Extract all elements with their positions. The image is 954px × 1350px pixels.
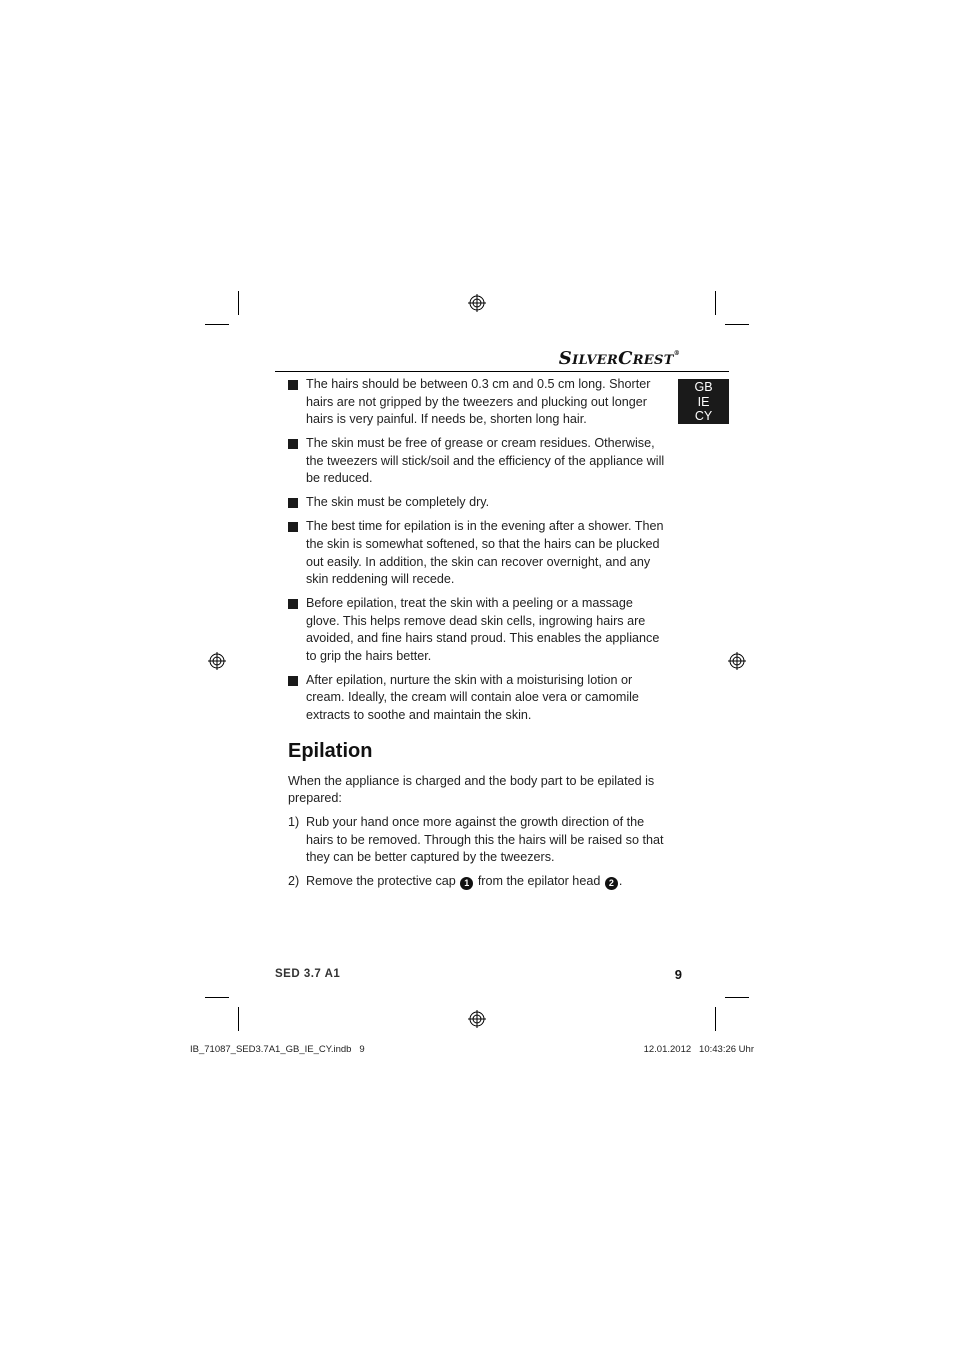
print-slug-file: IB_71087_SED3.7A1_GB_IE_CY.indb 9: [190, 1044, 365, 1055]
page-number: 9: [674, 967, 682, 982]
step-number: 2): [288, 874, 300, 889]
section-intro: When the appliance is charged and the body part to be epilated is prepared:: [288, 773, 655, 806]
print-slug-datetime: 12.01.2012 10:43:26 Uhr: [643, 1044, 754, 1055]
bullet-square-icon: [288, 380, 298, 390]
language-code: GB: [694, 380, 713, 394]
registration-mark-icon: [468, 294, 486, 312]
header-rule: [275, 371, 729, 372]
bullet-square-icon: [288, 439, 298, 449]
brand-logo-ilver: ILVER: [572, 353, 619, 368]
crop-mark: [238, 1007, 239, 1031]
part-reference-badge: 1: [460, 877, 473, 890]
crop-mark: [725, 997, 749, 998]
list-item-text: Before epilation, treat the skin with a peeling or a massage glove. This helps remove dead skin cells, ingrowing hairs are avoided, and fine hairs stand proud. This enables the appliance to grip the hairs better.: [306, 596, 660, 663]
list-item-text: The skin must be completely dry.: [306, 495, 490, 510]
bullet-square-icon: [288, 498, 298, 508]
list-item-text: The skin must be free of grease or cream residues. Otherwise, the tweezers will stick/soil and the efficiency of the appliance will be reduced.: [306, 436, 665, 486]
step-text-part: Remove the protective cap: [306, 874, 456, 889]
list-item: [288, 494, 668, 512]
bullet-square-icon: [288, 522, 298, 532]
step-item: [288, 873, 668, 891]
registered-mark: ®: [673, 350, 680, 357]
list-item: [288, 435, 668, 488]
language-code: IE: [697, 394, 710, 409]
step-text-part: .: [618, 874, 623, 889]
language-code: CY: [694, 409, 713, 423]
main-content: [288, 376, 668, 897]
section-heading: Epilation: [288, 739, 373, 762]
crop-mark: [205, 324, 229, 325]
crop-mark: [725, 324, 749, 325]
brand-logo-c: C: [618, 348, 633, 369]
list-item-text: After epilation, nurture the skin with a moisturising lotion or cream. Ideally, the cream will contain aloe vera or camomile extracts to soothe and maintain the skin.: [306, 672, 639, 723]
crop-mark: [715, 1007, 716, 1031]
brand-logo-rest: REST: [632, 353, 674, 368]
step-number: 1): [288, 815, 300, 830]
registration-mark-icon: [728, 652, 746, 670]
model-number: SED 3.7 A1: [275, 968, 341, 980]
registration-mark-icon: [468, 1010, 486, 1028]
list-item-text: The hairs should be between 0.3 cm and 0.5 cm long. Shorter hairs are not gripped by the tweezers and plucking out longer hairs is very painful. If needs be, shorten long hair.: [306, 377, 651, 427]
crop-mark: [238, 291, 239, 315]
crop-mark: [715, 291, 716, 315]
list-item: [288, 672, 668, 725]
bullet-square-icon: [288, 599, 298, 609]
step-text-part: from the epilator head: [477, 874, 601, 889]
list-item: [288, 595, 668, 665]
crop-mark: [205, 997, 229, 998]
brand-logo-s: S: [558, 348, 573, 369]
list-item-text: The best time for epilation is in the evening after a shower. Then the skin is somewhat softened, so that the hairs can be plucked out easily. In addition, the skin can recover overnight, and any skin reddening will recede.: [306, 519, 664, 587]
step-item: [288, 814, 668, 867]
registration-mark-icon: [208, 652, 226, 670]
language-tab: [678, 379, 729, 424]
list-item: [288, 376, 668, 429]
steps-list: [288, 814, 668, 891]
part-reference-badge: 2: [605, 877, 618, 890]
preparation-list: [288, 376, 668, 725]
list-item: [288, 518, 668, 588]
bullet-square-icon: [288, 676, 298, 686]
brand-logo: [540, 348, 680, 369]
step-text: Rub your hand once more against the growth direction of the hairs to be removed. Through this the hairs will be raised so that they can be better captured by the tweezers.: [306, 815, 664, 865]
